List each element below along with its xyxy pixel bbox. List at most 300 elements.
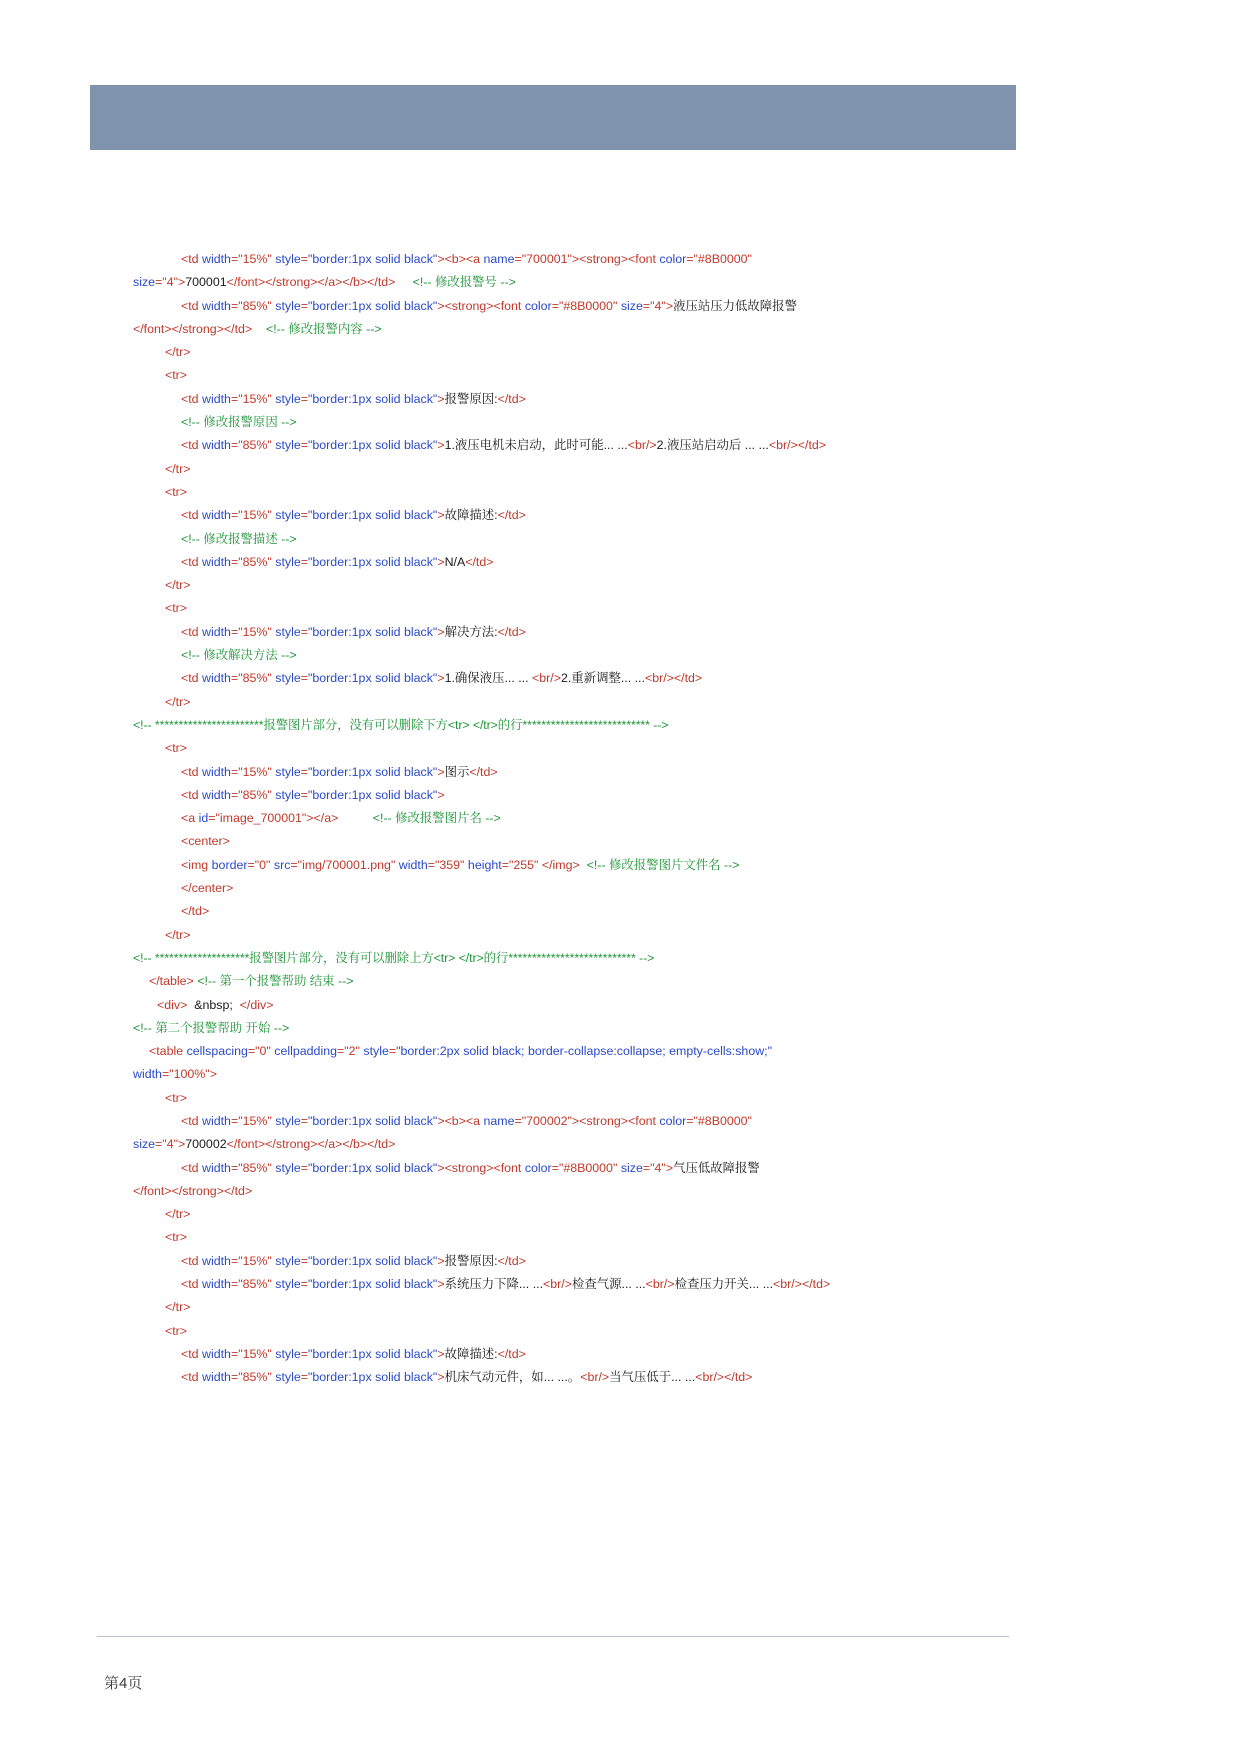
- code-token-tag: </img>: [538, 857, 580, 872]
- code-line: [133, 970, 1013, 993]
- code-token-tag: =: [230, 1277, 239, 1292]
- code-token-attr: "border:1px solid black": [308, 1113, 438, 1128]
- code-token-txt: 检查压力开关... ...: [674, 1277, 774, 1292]
- code-token-attr: style: [275, 391, 301, 406]
- code-token-val: "4": [162, 275, 178, 290]
- code-token-tag: </td>: [497, 508, 526, 523]
- code-token-tag: =: [230, 787, 239, 802]
- code-token-txt: 机床气动元件，如... ...。: [444, 1370, 581, 1385]
- code-line: [133, 807, 1013, 830]
- code-token-attr: width: [202, 298, 231, 313]
- code-token-tag: =: [427, 857, 435, 872]
- code-token-attr: width: [202, 1113, 231, 1128]
- code-token-tag: <a: [181, 811, 199, 826]
- code-token-tag: >: [665, 298, 674, 313]
- code-token-attr: size: [133, 275, 156, 290]
- code-token-tag: =: [300, 508, 308, 523]
- code-token-tag: <tr>: [165, 741, 188, 756]
- code-token-txt: &nbsp;: [187, 997, 240, 1012]
- code-token-tag: =: [300, 1370, 308, 1385]
- code-token-txt: 图示: [444, 764, 470, 779]
- page-number-label: 第4页: [104, 1675, 143, 1692]
- code-line: [133, 644, 1013, 667]
- code-token-tag: </tr>: [165, 345, 191, 360]
- code-token-tag: >: [437, 1346, 445, 1361]
- code-token-tag: =: [230, 764, 239, 779]
- code-token-attr: style: [275, 554, 301, 569]
- code-token-tag: =: [155, 275, 163, 290]
- code-line: [133, 597, 1013, 620]
- code-token-attr: id: [198, 811, 209, 826]
- code-token-txt: 2.液压站启动后 ... ...: [656, 438, 769, 453]
- code-line: [133, 1017, 1013, 1040]
- code-token-attr: width: [202, 1160, 231, 1175]
- code-token-attr: width: [202, 554, 231, 569]
- code-token-attr: "border:1px solid black": [308, 1346, 438, 1361]
- code-token-comment: <!-- 修改报警图片文件名 -->: [586, 857, 740, 872]
- code-token-tag: =: [290, 857, 298, 872]
- code-token-val: "4": [650, 1160, 666, 1175]
- code-token-tag: </font></strong></a></b></td>: [226, 1137, 396, 1152]
- code-token-val: "700002": [521, 1113, 572, 1128]
- code-token-tag: =: [514, 252, 522, 266]
- code-token-val: "255": [508, 857, 539, 872]
- code-token-tag: =: [336, 1044, 345, 1059]
- code-token-tag: ><strong><font: [571, 252, 660, 266]
- code-token-val: "15%": [238, 252, 272, 266]
- code-token-tag: =: [230, 1113, 239, 1128]
- code-token-tag: >: [437, 391, 445, 406]
- code-token-tag: </td>: [465, 554, 494, 569]
- code-line: [133, 830, 1013, 853]
- code-line: [133, 1250, 1013, 1273]
- code-token-tag: =: [642, 1160, 651, 1175]
- code-token-tag: <br/>: [645, 1277, 675, 1292]
- code-token-tag: <td: [181, 1346, 203, 1361]
- code-token-tag: =: [551, 1160, 559, 1175]
- code-token-tag: <br/></td>: [695, 1370, 753, 1385]
- code-token-tag: =: [230, 438, 239, 453]
- code-token-txt: 报警原因:: [444, 1253, 498, 1268]
- code-token-attr: name: [483, 1113, 515, 1128]
- code-token-txt: [338, 811, 372, 825]
- code-token-attr: style: [275, 1253, 301, 1268]
- code-token-val: "100%": [169, 1067, 210, 1082]
- code-token-val: "359": [434, 857, 465, 872]
- code-line: [133, 1296, 1013, 1319]
- code-line: [133, 1110, 1013, 1133]
- code-token-tag: =: [230, 1253, 239, 1268]
- code-token-val: "4": [650, 298, 666, 313]
- code-token-comment: <!-- 修改报警描述 -->: [181, 531, 297, 546]
- code-token-tag: =: [230, 252, 239, 266]
- code-token-tag: =: [300, 1160, 308, 1175]
- code-token-tag: >: [178, 275, 186, 290]
- code-token-tag: </td>: [469, 764, 498, 779]
- code-token-tag: >: [437, 1253, 445, 1268]
- code-token-attr: width: [202, 787, 231, 802]
- code-token-val: "2": [344, 1044, 360, 1059]
- code-line: [133, 411, 1013, 434]
- code-token-tag: <td: [181, 787, 203, 802]
- code-token-attr: style: [275, 1370, 301, 1385]
- code-token-comment: <!-- 修改报警内容 -->: [265, 321, 382, 336]
- code-token-attr: style: [275, 671, 301, 686]
- code-token-tag: =: [230, 671, 239, 686]
- code-listing: [133, 248, 1013, 1390]
- code-token-attr: color: [659, 252, 687, 266]
- code-token-tag: <td: [181, 1113, 203, 1128]
- code-token-tag: =: [642, 298, 651, 313]
- code-line: [133, 458, 1013, 481]
- code-token-tag: ><strong><font: [571, 1113, 660, 1128]
- code-token-tag: =: [300, 1346, 308, 1361]
- code-token-attr: "border:1px solid black": [308, 438, 438, 453]
- code-token-tag: >: [437, 554, 445, 569]
- code-token-attr: size: [133, 1137, 156, 1152]
- code-token-attr: width: [398, 857, 428, 872]
- code-token-tag: </td>: [181, 904, 210, 919]
- code-token-tag: =: [230, 1160, 239, 1175]
- code-token-tag: >: [178, 1137, 186, 1152]
- code-token-tag: </tr>: [165, 694, 191, 709]
- code-token-attr: width: [202, 624, 231, 639]
- code-line: [133, 761, 1013, 784]
- code-token-tag: </font></strong></a></b></td>: [226, 275, 396, 290]
- code-token-attr: width: [202, 508, 231, 523]
- code-token-attr: color: [524, 298, 552, 313]
- code-token-val: "0": [254, 857, 271, 872]
- code-token-attr: width: [202, 438, 231, 453]
- code-token-tag: </tr>: [165, 927, 191, 942]
- code-token-tag: =: [686, 252, 694, 266]
- code-token-tag: <center>: [181, 834, 230, 849]
- code-token-txt: 当气压低于... ...: [609, 1370, 696, 1385]
- code-token-attr: cellspacing: [186, 1044, 248, 1059]
- code-line: [133, 1087, 1013, 1110]
- code-line: [133, 1203, 1013, 1226]
- code-token-tag: <br/></td>: [768, 438, 827, 453]
- code-line: [133, 714, 1013, 737]
- code-token-tag: =: [300, 1253, 308, 1268]
- code-token-tag: <img: [181, 857, 212, 872]
- code-token-val: "85%": [238, 1160, 272, 1175]
- code-token-tag: >: [437, 624, 445, 639]
- code-token-tag: <br/>: [532, 671, 561, 686]
- code-token-val: "15%": [238, 508, 272, 523]
- code-token-tag: <br/>: [627, 438, 657, 453]
- code-token-val: "85%": [238, 554, 272, 569]
- code-token-val: "image_700001": [215, 811, 307, 826]
- code-token-tag: >: [437, 508, 445, 523]
- code-token-attr: style: [275, 1160, 301, 1175]
- code-token-tag: =: [161, 1067, 170, 1082]
- code-token-txt: [395, 275, 412, 289]
- code-token-tag: <br/>: [580, 1370, 610, 1385]
- code-token-attr: style: [275, 252, 301, 266]
- code-token-tag: >: [437, 438, 445, 453]
- code-token-comment: <!-- 修改报警号 -->: [412, 275, 516, 290]
- code-token-tag: </tr>: [165, 578, 191, 593]
- code-token-val: "85%": [238, 671, 272, 686]
- code-token-val: "85%": [238, 787, 272, 802]
- code-token-tag: <td: [181, 508, 203, 523]
- code-token-tag: <td: [181, 438, 203, 453]
- code-token-attr: width: [202, 671, 231, 686]
- code-token-tag: <td: [181, 554, 203, 569]
- code-token-val: "#8B0000": [558, 298, 618, 313]
- code-token-val: "85%": [238, 1277, 272, 1292]
- code-token-val: "15%": [238, 624, 272, 639]
- code-line: [133, 295, 1013, 318]
- code-token-txt: 检查气源... ...: [571, 1277, 646, 1292]
- code-token-attr: "border:1px solid black": [308, 624, 438, 639]
- code-token-attr: cellpadding: [274, 1044, 337, 1059]
- code-token-tag: <tr>: [165, 1230, 188, 1245]
- code-token-attr: border: [211, 857, 248, 872]
- code-token-txt: 故障描述:: [444, 508, 498, 523]
- code-token-tag: ><b><a: [437, 1113, 484, 1128]
- code-token-tag: <td: [181, 624, 203, 639]
- code-token-tag: =: [300, 391, 308, 406]
- code-line: [133, 621, 1013, 644]
- code-token-tag: =: [155, 1137, 163, 1152]
- code-line: [133, 924, 1013, 947]
- code-token-tag: =: [300, 764, 308, 779]
- code-token-tag: <td: [181, 1277, 203, 1292]
- code-token-val: "4": [162, 1137, 178, 1152]
- code-token-tag: =: [230, 1346, 239, 1361]
- code-token-attr: width: [202, 1253, 231, 1268]
- code-token-tag: =: [300, 624, 308, 639]
- code-line: [133, 1040, 1013, 1063]
- code-token-tag: =: [300, 554, 308, 569]
- code-token-txt: 2.重新调整... ...: [560, 671, 645, 686]
- code-token-txt: 系统压力下降... ...: [444, 1277, 544, 1292]
- code-line: [133, 341, 1013, 364]
- code-token-attr: width: [202, 391, 231, 406]
- code-token-banner-c: <!-- ********************报警图片部分，没有可以删除上方<tr> </tr>的行*************************** -->: [133, 950, 655, 965]
- code-token-tag: =: [247, 857, 255, 872]
- code-token-tag: >: [437, 1370, 445, 1385]
- code-line: [133, 947, 1013, 970]
- code-token-tag: =: [230, 624, 239, 639]
- code-line: [133, 481, 1013, 504]
- code-token-val: "0": [255, 1044, 271, 1059]
- code-token-tag: =: [230, 554, 239, 569]
- code-token-tag: ><b><a: [437, 252, 484, 266]
- code-token-tag: >: [437, 1277, 445, 1292]
- code-token-tag: <tr>: [165, 1090, 188, 1105]
- code-token-tag: >: [437, 764, 445, 779]
- code-line: [133, 900, 1013, 923]
- code-token-comment: <!-- 第一个报警帮助 结束 -->: [197, 974, 354, 989]
- code-token-attr: color: [524, 1160, 552, 1175]
- header-banner: [90, 85, 1016, 150]
- code-token-txt: 700002: [185, 1137, 227, 1152]
- code-token-attr: width: [202, 252, 231, 266]
- code-line: [133, 877, 1013, 900]
- code-token-tag: </table>: [149, 974, 198, 989]
- code-token-attr: "border:1px solid black": [308, 1277, 438, 1292]
- code-token-tag: =: [300, 1113, 308, 1128]
- code-line: [133, 1157, 1013, 1180]
- code-token-attr: "border:1px solid black": [308, 1253, 438, 1268]
- code-token-attr: style: [275, 298, 301, 313]
- code-token-banner-c: <!-- ***********************报警图片部分，没有可以删除下方<tr> </tr>的行*************************** -->: [133, 717, 669, 732]
- code-token-tag: <td: [181, 1370, 203, 1385]
- code-token-val: "#8B0000": [693, 1113, 752, 1128]
- code-token-attr: style: [275, 787, 301, 802]
- code-line: [133, 504, 1013, 527]
- code-token-tag: <br/></td>: [644, 671, 703, 686]
- code-line: [133, 271, 1013, 294]
- code-token-attr: size: [620, 1160, 643, 1175]
- code-token-comment: <!-- 第二个报警帮助 开始 -->: [133, 1020, 290, 1035]
- code-token-tag: =: [686, 1113, 694, 1128]
- code-token-val: "15%": [238, 1253, 272, 1268]
- code-token-tag: <td: [181, 764, 203, 779]
- code-token-attr: style: [275, 624, 301, 639]
- code-token-txt: 故障描述:: [444, 1346, 498, 1361]
- code-token-txt: 解决方法:: [444, 624, 498, 639]
- code-line: [133, 667, 1013, 690]
- code-token-val: "700001": [521, 252, 572, 266]
- code-token-comment: <!-- 修改报警原因 -->: [181, 415, 297, 430]
- code-token-tag: <br/>: [543, 1277, 572, 1292]
- code-line: [133, 1366, 1013, 1389]
- code-token-val: "15%": [238, 1346, 272, 1361]
- code-token-tag: </tr>: [165, 1207, 191, 1222]
- code-token-txt: 700001: [185, 275, 227, 290]
- code-token-txt: [252, 322, 266, 336]
- code-line: [133, 691, 1013, 714]
- code-token-val: "img/700001.png": [297, 857, 396, 872]
- code-token-tag: <tr>: [165, 1323, 188, 1338]
- code-token-attr: style: [275, 1277, 301, 1292]
- code-line: [133, 574, 1013, 597]
- code-line: [133, 1273, 1013, 1296]
- code-token-attr: width: [202, 1346, 231, 1361]
- code-token-tag: >: [437, 787, 445, 802]
- code-token-attr: "border:1px solid black": [308, 1370, 438, 1385]
- code-line: [133, 994, 1013, 1017]
- code-line: [133, 388, 1013, 411]
- code-token-tag: <div>: [157, 997, 188, 1012]
- code-token-attr: color: [659, 1113, 687, 1128]
- code-line: [133, 434, 1013, 457]
- code-line: [133, 528, 1013, 551]
- code-token-val: "15%": [238, 1113, 272, 1128]
- code-token-attr: width: [133, 1067, 162, 1082]
- code-line: [133, 551, 1013, 574]
- code-token-tag: =: [514, 1113, 522, 1128]
- code-token-tag: </div>: [239, 997, 274, 1012]
- code-token-tag: ><strong><font: [437, 298, 525, 313]
- code-token-tag: </font></strong></td>: [133, 321, 253, 336]
- code-token-tag: <tr>: [165, 484, 188, 499]
- code-token-tag: <td: [181, 1253, 203, 1268]
- code-token-attr: "border:2px solid black; border-collapse:collapse; empty-cells:show;": [396, 1044, 772, 1059]
- code-token-tag: =: [247, 1044, 256, 1059]
- code-line: [133, 1320, 1013, 1343]
- code-token-txt: [580, 858, 587, 872]
- code-line: [133, 318, 1013, 341]
- code-line: [133, 784, 1013, 807]
- code-token-tag: =: [208, 811, 216, 826]
- code-token-attr: name: [483, 252, 515, 266]
- code-line: [133, 364, 1013, 387]
- code-line: [133, 854, 1013, 877]
- code-token-attr: width: [202, 1277, 231, 1292]
- code-line: [133, 737, 1013, 760]
- code-token-txt: 1.确保液压... ...: [444, 671, 533, 686]
- code-token-tag: =: [230, 1370, 239, 1385]
- code-token-tag: >: [209, 1067, 217, 1082]
- code-token-tag: =: [300, 298, 308, 313]
- code-token-attr: style: [363, 1044, 389, 1059]
- code-token-txt: 液压站压力低故障报警: [673, 298, 797, 313]
- code-token-val: "85%": [238, 1370, 272, 1385]
- code-token-tag: </td>: [497, 624, 526, 639]
- code-line: [133, 1226, 1013, 1249]
- code-token-tag: =: [388, 1044, 397, 1059]
- code-token-tag: </td>: [497, 391, 526, 406]
- code-token-tag: =: [501, 857, 509, 872]
- code-token-attr: "border:1px solid black": [308, 298, 438, 313]
- footer-divider: [97, 1636, 1009, 1637]
- code-token-val: "85%": [238, 298, 272, 313]
- code-token-tag: </tr>: [165, 1300, 191, 1315]
- code-token-tag: ></a>: [306, 811, 339, 826]
- code-token-attr: style: [275, 438, 301, 453]
- code-token-tag: </center>: [181, 881, 234, 896]
- code-token-tag: <br/></td>: [773, 1277, 831, 1292]
- code-token-tag: =: [230, 298, 239, 313]
- code-token-tag: =: [300, 438, 308, 453]
- code-token-tag: >: [437, 671, 445, 686]
- code-line: [133, 1063, 1013, 1086]
- code-token-val: "15%": [238, 764, 272, 779]
- code-token-tag: </tr>: [165, 461, 191, 476]
- code-token-attr: style: [275, 1346, 301, 1361]
- code-token-tag: </font></strong></td>: [133, 1183, 253, 1198]
- code-token-tag: =: [300, 671, 308, 686]
- code-token-tag: =: [300, 252, 308, 266]
- code-line: [133, 1343, 1013, 1366]
- code-token-tag: <tr>: [165, 601, 188, 616]
- code-token-attr: style: [275, 508, 301, 523]
- code-token-attr: src: [273, 857, 291, 872]
- code-token-attr: size: [620, 298, 643, 313]
- code-token-attr: "border:1px solid black": [308, 764, 438, 779]
- code-line: [133, 1180, 1013, 1203]
- code-line: [133, 1133, 1013, 1156]
- code-token-txt: 气压低故障报警: [673, 1160, 760, 1175]
- code-token-val: "#8B0000": [693, 252, 752, 266]
- code-token-tag: <table: [149, 1044, 187, 1059]
- code-token-attr: "border:1px solid black": [308, 554, 438, 569]
- code-line: [133, 248, 1013, 271]
- code-token-tag: =: [230, 508, 239, 523]
- code-token-tag: =: [300, 787, 308, 802]
- code-token-tag: =: [230, 391, 239, 406]
- code-token-tag: =: [551, 298, 559, 313]
- code-token-val: "85%": [238, 438, 272, 453]
- code-token-tag: ><strong><font: [437, 1160, 525, 1175]
- code-token-attr: "border:1px solid black": [308, 671, 438, 686]
- code-token-attr: style: [275, 764, 301, 779]
